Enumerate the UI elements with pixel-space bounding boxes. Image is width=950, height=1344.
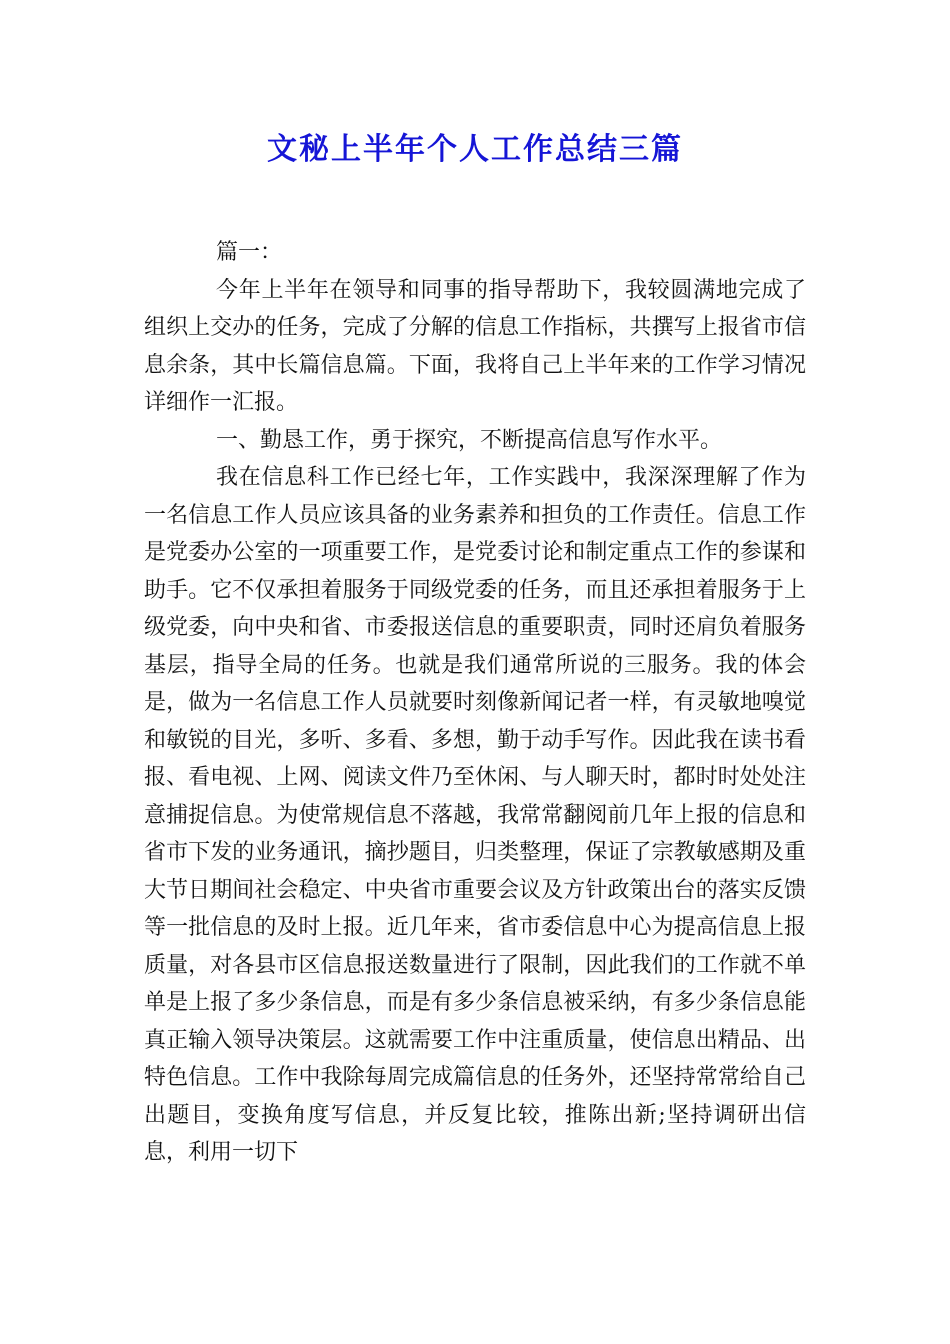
section-heading: 篇一： bbox=[216, 240, 283, 265]
section-heading: 一、勤恳工作，勇于探究，不断提高信息写作水平。 bbox=[216, 427, 723, 453]
body-paragraph: 今年上半年在领导和同事的指导帮助下，我较圆满地完成了组织上交办的任务，完成了分解的信息工作指标，共撰写上报省市信息余条，其中长篇信息篇。下面，我将自己上半年来的工作学习情况详细作一汇报。 bbox=[144, 277, 806, 415]
body-paragraph: 我在信息科工作已经七年，工作实践中，我深深理解了作为一名信息工作人员应该具备的业务素养和担负的工作责任。信息工作是党委办公室的一项重要工作，是党委讨论和制定重点工作的参谋和助手。它不仅承担着服务于同级党委的任务，而且还承担着服务于上级党委，向中央和省、市委报送信息的重要职责，同时还肩负着服务基层，指导全局的任务。也就是我们通常所说的三服务。我的体会是，做为一名信息工作人员就要时刻像新闻记者一样，有灵敏地嗅觉和敏锐的目光，多听、多看、多想，勤于动手写作。因此我在读书看报、看电视、上网、阅读文件乃至休闲、与人聊天时，都时时处处注意捕捉信息。为使常规信息不落越，我常常翻阅前几年上报的信息和省市下发的业务通讯，摘抄题目，归类整理，保证了宗教敏感期及重大节日期间社会稳定、中央省市重要会议及方针政策出台的落实反馈等一批信息的及时上报。近几年来，省市委信息中心为提高信息上报质量，对各县市区信息报送数量进行了限制，因此我们的工作就不单单是上报了多少条信息，而是有多少条信息被采纳，有多少条信息能真正输入领导决策层。这就需要工作中注重质量，使信息出精品、出特色信息。工作中我除每周完成篇信息的任务外，还坚持常常给自己出题目，变换角度写信息，并反复比较，推陈出新;坚持调研出信息，利用一切下 bbox=[144, 465, 806, 1165]
document-body bbox=[144, 234, 806, 1172]
document-title: 文秘上半年个人工作总结三篇 bbox=[267, 132, 683, 167]
